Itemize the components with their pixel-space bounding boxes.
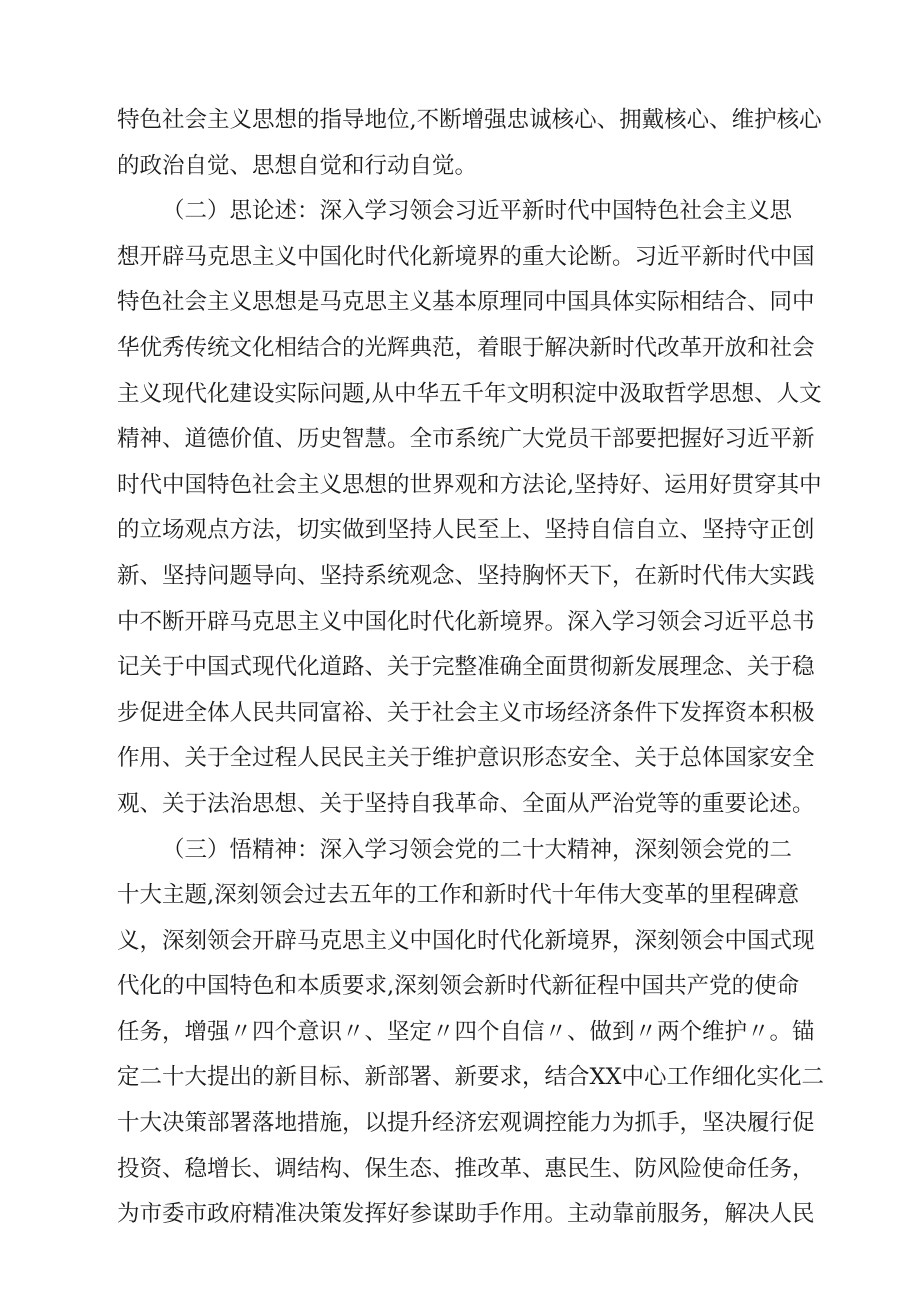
text-line: 义，深刻领会开辟马克思主义中国化时代化新境界，深刻领会中国式现 — [117, 927, 815, 954]
text-line: 时代中国特色社会主义思想的世界观和方法论,坚持好、运用好贯穿其中 — [117, 471, 822, 498]
text-line: 新、坚持问题导向、坚持系统观念、坚持胸怀天下，在新时代伟大实践 — [117, 562, 815, 589]
section-heading-line: （二）思论述：深入学习领会习近平新时代中国特色社会主义思 — [162, 198, 793, 225]
text-line: 特色社会主义思想是马克思主义基本原理同中国具体实际相结合、同中 — [117, 289, 815, 316]
text-line: 投资、稳增长、调结构、保生态、推改革、惠民生、防风险使命任务， — [117, 1155, 815, 1182]
text-line: 步促进全体人民共同富裕、关于社会主义市场经济条件下发挥资本积极 — [117, 699, 815, 726]
text-line: 十大决策部署落地措施，以提升经济宏观调控能力为抓手，坚决履行促 — [117, 1110, 815, 1137]
text-line: 代化的中国特色和本质要求,深刻领会新时代新征程中国共产党的使命 — [117, 973, 800, 1000]
text-line: 为市委市政府精准决策发挥好参谋助手作用。主动靠前服务，解决人民 — [117, 1201, 815, 1228]
text-line: 特色社会主义思想的指导地位,不断增强忠诚核心、拥戴核心、维护核心 — [117, 107, 822, 133]
text-line: 十大主题,深刻领会过去五年的工作和新时代十年伟大变革的里程碑意 — [117, 882, 800, 909]
text-line: 任务，增强〃四个意识〃、坚定〃四个自信〃、做到〃两个维护〃。锚 — [117, 1018, 815, 1045]
text-line: 作用、关于全过程人民民主关于维护意识形态安全、关于总体国家安全 — [117, 745, 815, 772]
section-heading-line: （三）悟精神：深入学习领会党的二十大精神，深刻领会党的二 — [162, 836, 793, 863]
text-line: 记关于中国式现代化道路、关于完整准确全面贯彻新发展理念、关于稳 — [117, 654, 815, 681]
text-line: 主义现代化建设实际问题,从中华五千年文明积淀中汲取哲学思想、人文 — [117, 380, 822, 407]
text-line: 精神、道德价值、历史智慧。全市系统广大党员干部要把握好习近平新 — [117, 426, 815, 453]
body-text — [117, 98, 835, 1238]
text-line: 观、关于法治思想、关于坚持自我革命、全面从严治党等的重要论述。 — [117, 790, 815, 817]
text-line: 的政治自觉、思想自觉和行动自觉。 — [117, 152, 478, 179]
text-line: 想开辟马克思主义中国化时代化新境界的重大论断。习近平新时代中国 — [117, 243, 815, 270]
text-line: 定二十大提出的新目标、新部署、新要求，结合XX中心工作细化实化二 — [117, 1064, 825, 1091]
text-line: 华优秀传统文化相结合的光辉典范，着眼于解决新时代改革开放和社会 — [117, 334, 815, 361]
text-line: 的立场观点方法，切实做到坚持人民至上、坚持自信自立、坚持守正创 — [117, 517, 815, 544]
text-line: 中不断开辟马克思主义中国化时代化新境界。深入学习领会习近平总书 — [117, 608, 815, 635]
